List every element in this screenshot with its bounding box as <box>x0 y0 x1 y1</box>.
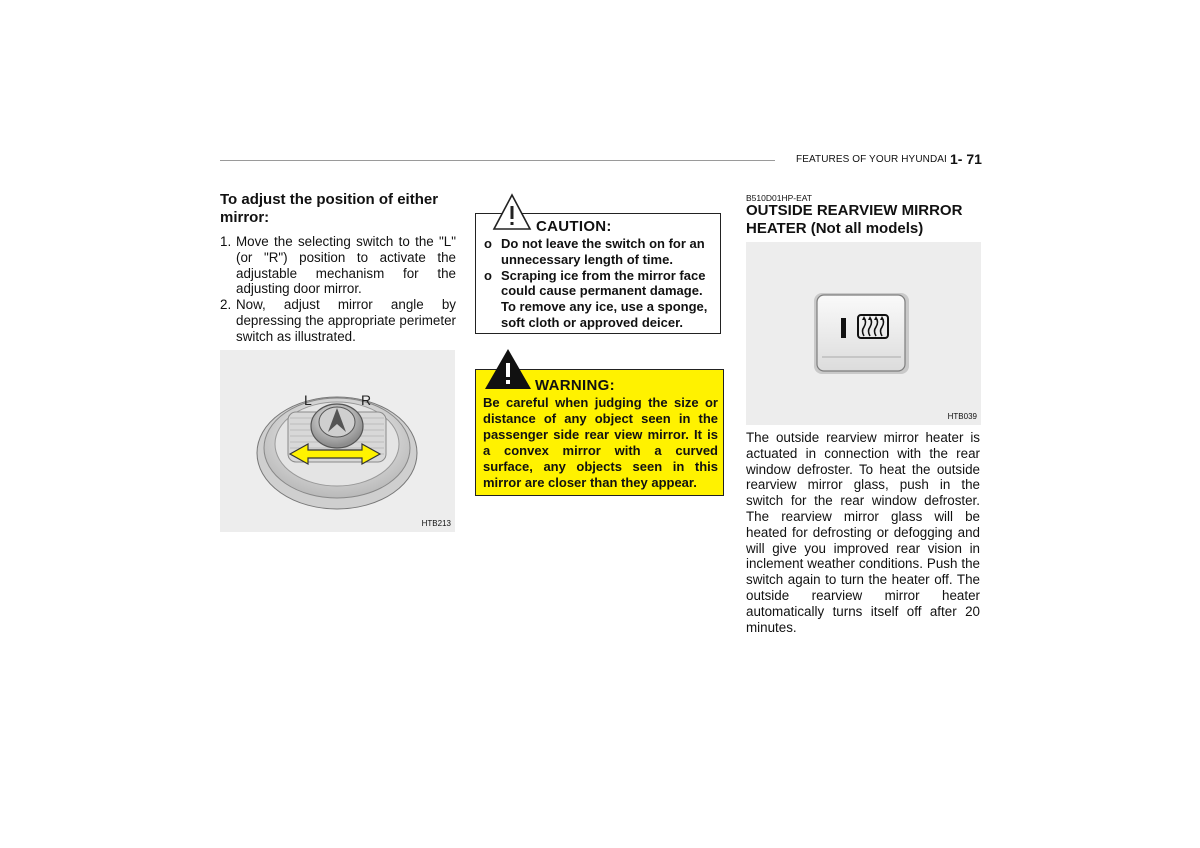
caution-triangle-icon <box>492 192 532 232</box>
defroster-switch-figure <box>746 242 981 425</box>
heater-heading: OUTSIDE REARVIEW MIRROR HEATER (Not all models) <box>746 202 963 237</box>
figure-code: HTB213 <box>421 519 451 528</box>
list-item <box>484 268 718 331</box>
list-item <box>220 234 456 297</box>
section-title: FEATURES OF YOUR HYUNDAI <box>796 154 947 165</box>
bullet: o <box>484 267 492 283</box>
mirror-adjust-heading: To adjust the position of either mirror: <box>220 191 439 226</box>
switch-label-r: R <box>361 392 372 408</box>
list-item <box>220 297 456 344</box>
mirror-switch-figure <box>220 350 455 532</box>
list-item <box>484 236 718 268</box>
adjust-steps-list <box>220 234 456 345</box>
warning-triangle-icon <box>484 348 532 390</box>
caution-list <box>484 236 718 331</box>
switch-label-l: L <box>304 392 312 408</box>
step-text: Now, adjust mirror angle by depressing the appropriate perimeter switch as illustrated. <box>236 297 456 344</box>
caution-item-text: Do not leave the switch on for an unnecessary length of time. <box>501 236 705 267</box>
warning-title: WARNING: <box>535 377 615 394</box>
warning-text: Be careful when judging the size or distance of any object seen in the passenger side rear view mirror. It is a convex mirror with a curved surface, any objects seen in this mirror are closer than they appear. <box>483 395 718 490</box>
figure-code: HTB039 <box>947 412 977 421</box>
mirror-switch-illustration <box>220 350 455 532</box>
caution-title: CAUTION: <box>536 218 612 235</box>
header-rule <box>220 160 775 161</box>
defroster-switch-illustration <box>746 242 981 425</box>
warning-box <box>475 369 724 496</box>
page-number: 1- 71 <box>950 151 982 167</box>
step-number: 2. <box>220 297 232 313</box>
caution-box <box>475 213 721 334</box>
section-code: B510D01HP-EAT <box>746 193 812 203</box>
caution-item-text: Scraping ice from the mirror face could cause permanent damage. To remove any ice, use a sponge, soft cloth or approved deicer. <box>501 267 708 330</box>
heater-description: The outside rearview mirror heater is actuated in connection with the rear window defroster. To heat the outside rearview mirror glass, push in the switch for the rear window defroster. The rearview mirror glass will be heated for defrosting or defogging and will give you improved rear vision in inclement weather conditions. Push the switch again to turn the heater off. The outside rearview mirror heater automatically turns itself off after 20 minutes. <box>746 430 980 635</box>
step-number: 1. <box>220 234 232 249</box>
bullet: o <box>484 236 492 251</box>
indicator-bar <box>841 318 846 338</box>
step-text: Move the selecting switch to the "L" (or "R") position to activate the adjustable mechanism for the adjusting door mirror. <box>236 234 456 297</box>
